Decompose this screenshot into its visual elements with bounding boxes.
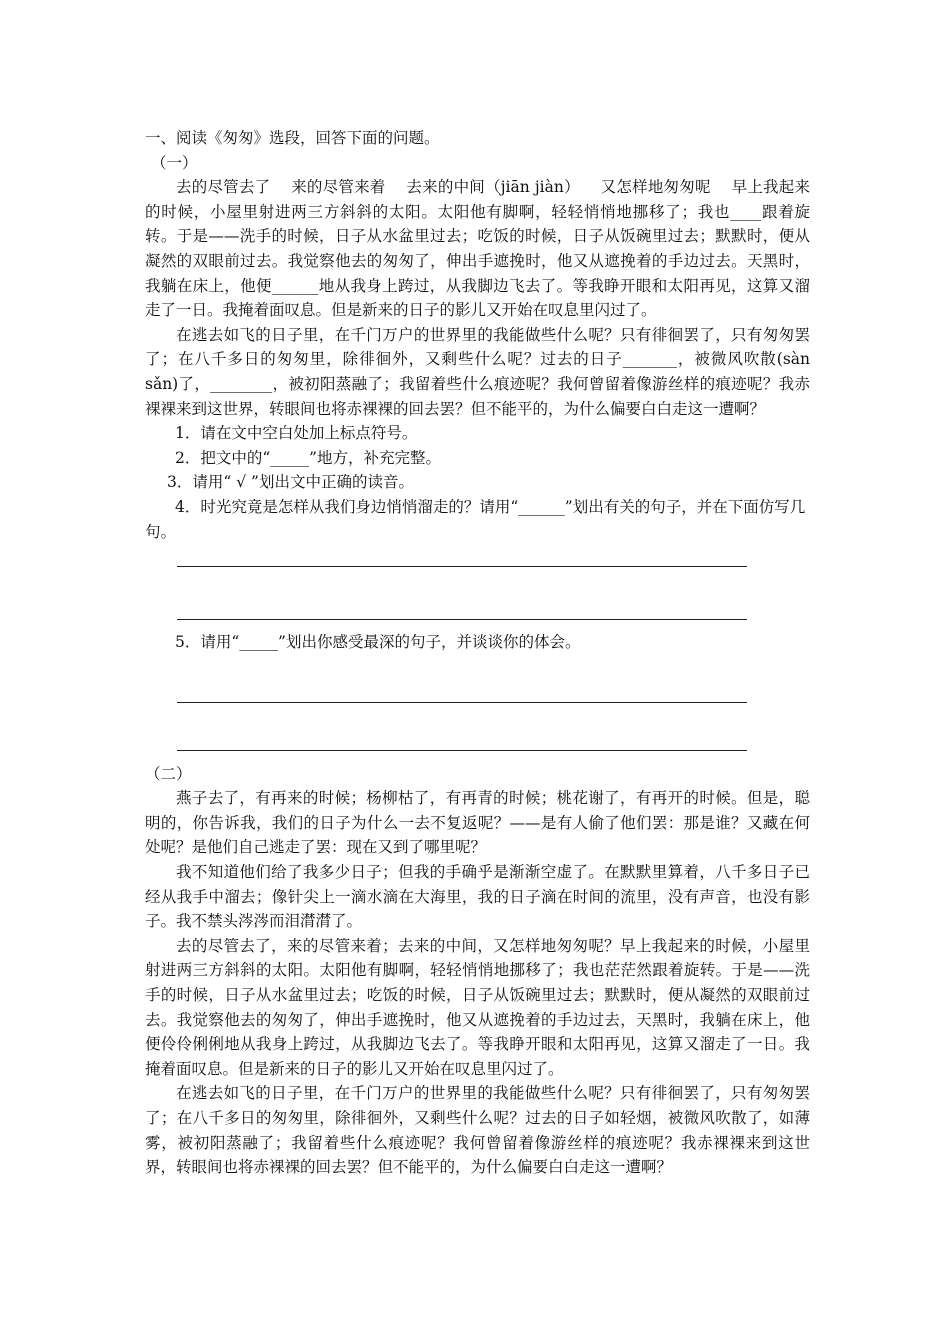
question-2: 2．把文中的“_____”地方，补充完整。	[175, 448, 441, 467]
part-two-label: （二）	[145, 764, 192, 783]
part-two-paragraph-1: 燕子去了，有再来的时候；杨柳枯了，有再青的时候；桃花谢了，有再开的时候。但是，聪明的，你告诉我，我们的日子为什么一去不复返呢？——是有人偷了他们罢：那是谁？又藏在何处呢？是他们自己逃走了罢：现在又到了哪里呢？	[145, 789, 810, 857]
part-two-paragraph-2: 我不知道他们给了我多少日子；但我的手确乎是渐渐空虚了。在默默里算着，八千多日子已经从我手中溜去；像针尖上一滴水滴在大海里，我的日子滴在时间的流里，没有声音，也没有影子。我不禁头涔涔而泪潸潸了。	[145, 863, 810, 931]
worksheet-page	[145, 126, 810, 1180]
part-one-paragraph-1: 去的尽管去了 来的尽管来着 去来的中间（jiān jiàn） 又怎样地匆匆呢 早上我起来的时候，小屋里射进两三方斜斜的太阳。太阳他有脚啊，轻轻悄悄地挪移了；我也____跟着旋转。于是——洗手的时候，日子从水盆里过去；吃饭的时候，日子从饭碗里过去；默默时，便从凝然的双眼前过去。我觉察他去的匆匆了，伸出手遮挽时，他又从遮挽着的手边过去。天黑时，我躺在床上，他便______地从我身上跨过，从我脚边飞去了。等我睁开眼和太阳再见，这算又溜走了一日。我掩着面叹息。但是新来的日子的影儿又开始在叹息里闪过了。	[145, 178, 810, 320]
section-heading: 一、阅读《匆匆》选段，回答下面的问题。	[145, 129, 440, 147]
question-5: 5．请用“_____”划出你感受最深的句子，并谈谈你的体会。	[175, 633, 581, 652]
part-two-paragraph-4: 在逃去如飞的日子里，在千门万户的世界里的我能做些什么呢？只有徘徊罢了，只有匆匆罢了；在八千多日的匆匆里，除徘徊外，又剩些什么呢？过去的日子如轻烟，被微风吹散了，如薄雾，被初阳蒸融了；我留着些什么痕迹呢？我何曾留着像游丝样的痕迹呢？我赤裸裸来到这世界，转眼间也将赤裸裸的回去罢？但不能平的，为什么偏要白白走这一遭啊？	[145, 1084, 810, 1177]
question-1: 1．请在文中空白处加上标点符号。	[175, 424, 418, 443]
part-one-label: （一）	[151, 153, 198, 172]
part-one-paragraph-2: 在逃去如飞的日子里，在千门万户的世界里的我能做些什么呢？只有徘徊罢了，只有匆匆罢了；在八千多日的匆匆里，除徘徊外，又剩些什么呢？过去的日子_______，被微风吹散(sàn sǎn)了，________，被初阳蒸融了；我留着些什么痕迹呢？我何曾留着像游丝样的痕迹呢？我赤裸裸来到这世界，转眼间也将赤裸裸的回去罢？但不能平的，为什么偏要白白走这一遭啊？	[145, 325, 810, 418]
part-two-paragraph-3: 去的尽管去了，来的尽管来着；去来的中间，又怎样地匆匆呢？早上我起来的时候，小屋里射进两三方斜斜的太阳。太阳他有脚啊，轻轻悄悄地挪移了；我也茫茫然跟着旋转。于是——洗手的时候，日子从水盆里过去；吃饭的时候，日子从饭碗里过去；默默时，便从凝然的双眼前过去。我觉察他去的匆匆了，伸出手遮挽时，他又从遮挽着的手边过去，天黑时，我躺在床上，他便伶伶俐俐地从我身上跨过，从我脚边飞去了。等我睁开眼和太阳再见，这算又溜走了一日。我掩着面叹息。但是新来的日子的影儿又开始在叹息里闪过了。	[145, 936, 810, 1078]
question-4: 4．时光究竟是怎样从我们身边悄悄溜走的？请用“______”划出有关的句子，并在下面仿写几句。	[145, 497, 806, 541]
question-3: 3．请用“ √ ”划出文中正确的读音。	[167, 473, 414, 492]
